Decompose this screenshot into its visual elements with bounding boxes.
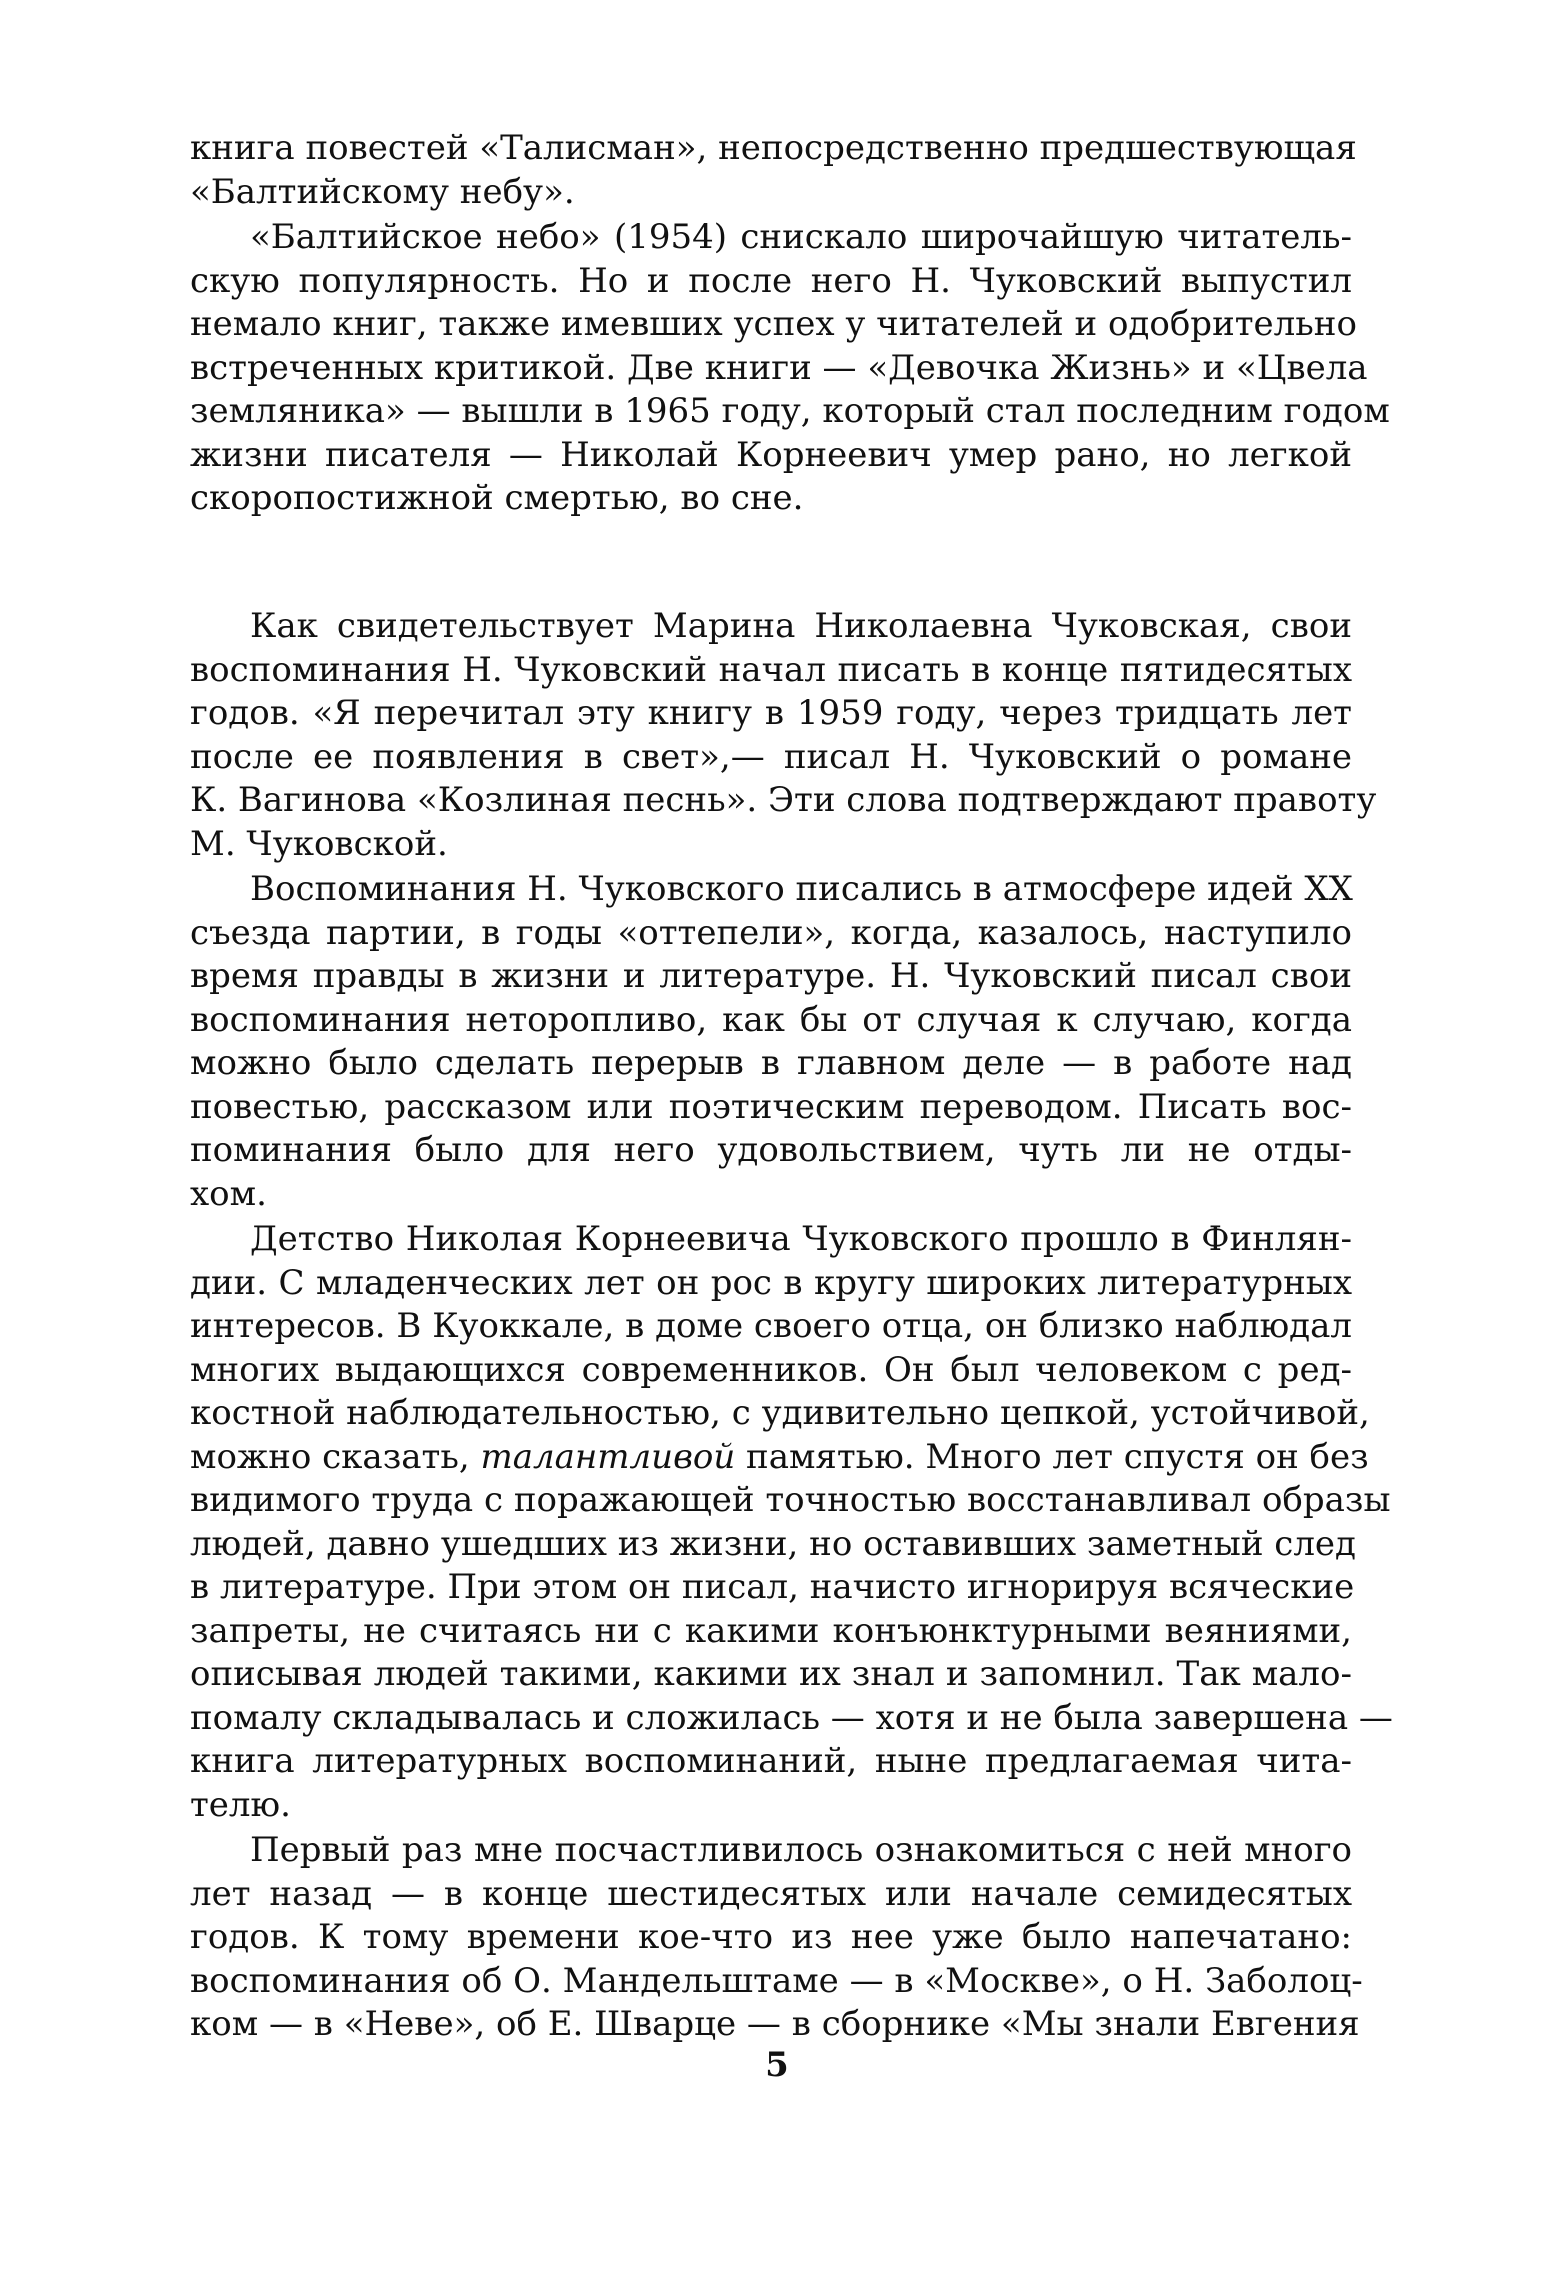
text-line: видимого труда с поражающей точностью восстанавливал образы — [190, 1480, 1391, 1520]
text-line: встреченных критикой. Две книги — «Девочка Жизнь» и «Цвела — [190, 347, 1368, 388]
text-line: людей, давно ушедших из жизни, но оставивших заметный след — [190, 1523, 1356, 1564]
text-line: К. Вагинова «Козлиная песнь». Эти слова подтверждают правоту — [190, 780, 1377, 820]
text-line: жизни писателя — Николай Корнеевич умер рано, но легкой — [190, 434, 1352, 475]
text-line: скую популярность. Но и после него Н. Чуковский выпустил — [190, 260, 1352, 301]
text-line: лет назад — в конце шестидесятых или начале семидесятых — [190, 1873, 1352, 1914]
text-line: хом. — [190, 1173, 267, 1214]
text-line: поминания было для него удовольствием, чуть ли не отды- — [190, 1130, 1352, 1170]
paragraph — [190, 605, 1377, 866]
text-line: телю. — [190, 1784, 291, 1825]
text-line: воспоминания об О. Мандельштаме — в «Москве», о Н. Заболоц- — [190, 1960, 1363, 2001]
paragraph — [190, 127, 1357, 214]
text-line: земляника» — вышли в 1965 году, который стал последним годом — [190, 391, 1390, 431]
text-line: время правды в жизни и литературе. Н. Чуковский писал свои — [190, 956, 1352, 996]
text-line: воспоминания неторопливо, как бы от случая к случаю, когда — [190, 999, 1352, 1040]
text-line: можно было сделать перерыв в главном деле — в работе над — [190, 1043, 1352, 1083]
text-line: в литературе. При этом он писал, начисто игнорируя всяческие — [190, 1567, 1355, 1607]
text-line: после ее появления в свет»,— писал Н. Чуковский о романе — [190, 736, 1352, 777]
text-line: запреты, не считаясь ни с какими конъюнктурными веяниями, — [190, 1610, 1352, 1651]
text-block-main — [190, 605, 1393, 2049]
text-line: «Балтийскому небу». — [190, 171, 575, 212]
text-line: М. Чуковской. — [190, 823, 448, 864]
text-line: Первый раз мне посчастливилось ознакомиться с ней много — [250, 1830, 1352, 1870]
text-line: воспоминания Н. Чуковский начал писать в конце пятидесятых — [190, 649, 1352, 690]
paragraph — [190, 1829, 1363, 2047]
text-line: дии. С младенческих лет он рос в кругу широких литературных — [190, 1262, 1352, 1303]
text-line: годов. К тому времени кое-что из нее уже было напечатано: — [190, 1917, 1352, 1957]
text-line: помалу складывалась и сложилась — хотя и не была завершена — — [190, 1697, 1393, 1738]
text-line: Как свидетельствует Марина Николаевна Чуковская, свои — [250, 606, 1352, 646]
paragraph — [190, 868, 1352, 1216]
text-run: можно сказать, — [190, 1436, 481, 1477]
paragraph — [190, 1218, 1393, 1827]
text-line: скоропостижной смертью, во сне. — [190, 478, 804, 518]
text-line: немало книг, также имевших успех у читателей и одобрительно — [190, 304, 1357, 344]
text-line: описывая людей такими, какими их знал и запомнил. Так мало- — [190, 1654, 1352, 1694]
text-line: костной наблюдательностью, с удивительно цепкой, устойчивой, — [190, 1393, 1370, 1433]
text-line-with-italic — [190, 1436, 1369, 1480]
page-number: 5 — [765, 2045, 789, 2085]
text-line: годов. «Я перечитал эту книгу в 1959 году, через тридцать лет — [190, 693, 1352, 733]
text-line: интересов. В Куоккале, в доме своего отца, он близко наблюдал — [190, 1306, 1352, 1346]
text-line: ком — в «Неве», об Е. Шварце — в сборнике «Мы знали Евгения — [190, 2004, 1360, 2044]
text-line: повестью, рассказом или поэтическим переводом. Писать вос- — [190, 1086, 1352, 1127]
text-line: Детство Николая Корнеевича Чуковского прошло в Финлян- — [250, 1219, 1352, 1259]
text-run: памятью. Много лет спустя он без — [735, 1436, 1369, 1477]
text-line: книга литературных воспоминаний, ныне предлагаемая чита- — [190, 1741, 1352, 1781]
text-line: книга повестей «Талисман», непосредственно предшествующая — [190, 128, 1357, 168]
paragraph — [190, 216, 1390, 521]
text-line: «Балтийское небо» (1954) снискало широчайшую читатель- — [250, 217, 1352, 257]
italic-word: талантливой — [480, 1436, 736, 1477]
text-line: многих выдающихся современников. Он был человеком с ред- — [190, 1349, 1352, 1390]
text-line: Воспоминания Н. Чуковского писались в атмосфере идей XX — [250, 869, 1353, 909]
text-line: съезда партии, в годы «оттепели», когда, казалось, наступило — [190, 912, 1352, 953]
text-block-top — [190, 127, 1390, 523]
